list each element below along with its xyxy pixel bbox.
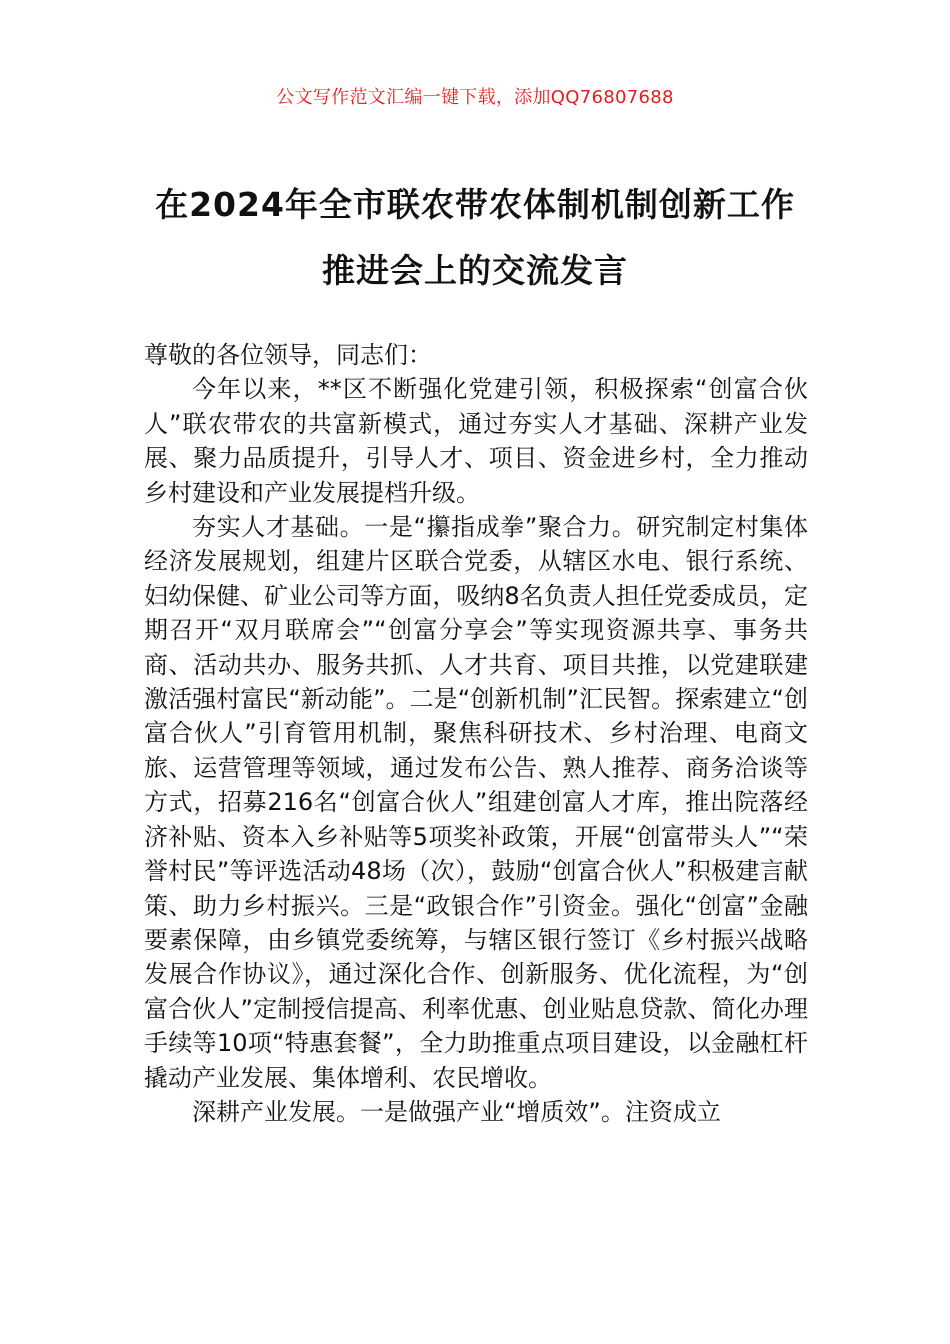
salutation: 尊敬的各位领导，同志们：	[144, 341, 432, 369]
document-title	[100, 172, 850, 304]
download-banner: 公文写作范文汇编一键下载，添加QQ76807688	[276, 87, 674, 108]
title-line-1: 在2024年全市联农带农体制机制创新工作	[155, 185, 795, 224]
body-paragraph: 今年以来，**区不断强化党建引领，积极探索“创富合伙人”联农带农的共富新模式，通过夯实人才基础、深耕产业发展、聚力品质提升，引导人才、项目、资金进乡村，全力推动乡村建设和产业发展提档升级。	[144, 375, 808, 507]
body-paragraph: 夯实人才基础。一是“攥指成拳”聚合力。研究制定村集体经济发展规划，组建片区联合党委，从辖区水电、银行系统、妇幼保健、矿业公司等方面，吸纳8名负责人担任党委成员，定期召开“双月联席会”“创富分享会”等实现资源共享、事务共商、活动共办、服务共抓、人才共育、项目共推，以党建联建激活强村富民“新动能”。二是“创新机制”汇民智。探索建立“创富合伙人”引育管用机制，聚焦科研技术、乡村治理、电商文旅、运营管理等领域，通过发布公告、熟人推荐、商务洽谈等方式，招募216名“创富合伙人”组建创富人才库，推出院落经济补贴、资本入乡补贴等5项奖补政策，开展“创富带头人”“荣誉村民”等评选活动48场（次），鼓励“创富合伙人”积极建言献策、助力乡村振兴。三是“政银合作”引资金。强化“创富”金融要素保障，由乡镇党委统筹，与辖区银行签订《乡村振兴战略发展合作协议》，通过深化合作、创新服务、优化流程，为“创富合伙人”定制授信提高、利率优惠、创业贴息贷款、简化办理手续等10项“特惠套餐”，全力助推重点项目建设，以金融杠杆撬动产业发展、集体增利、农民增收。	[144, 513, 808, 1092]
document-body	[144, 338, 808, 1129]
title-line-2: 推进会上的交流发言	[322, 251, 628, 290]
body-paragraph: 深耕产业发展。一是做强产业“增质效”。注资成立	[192, 1097, 721, 1126]
